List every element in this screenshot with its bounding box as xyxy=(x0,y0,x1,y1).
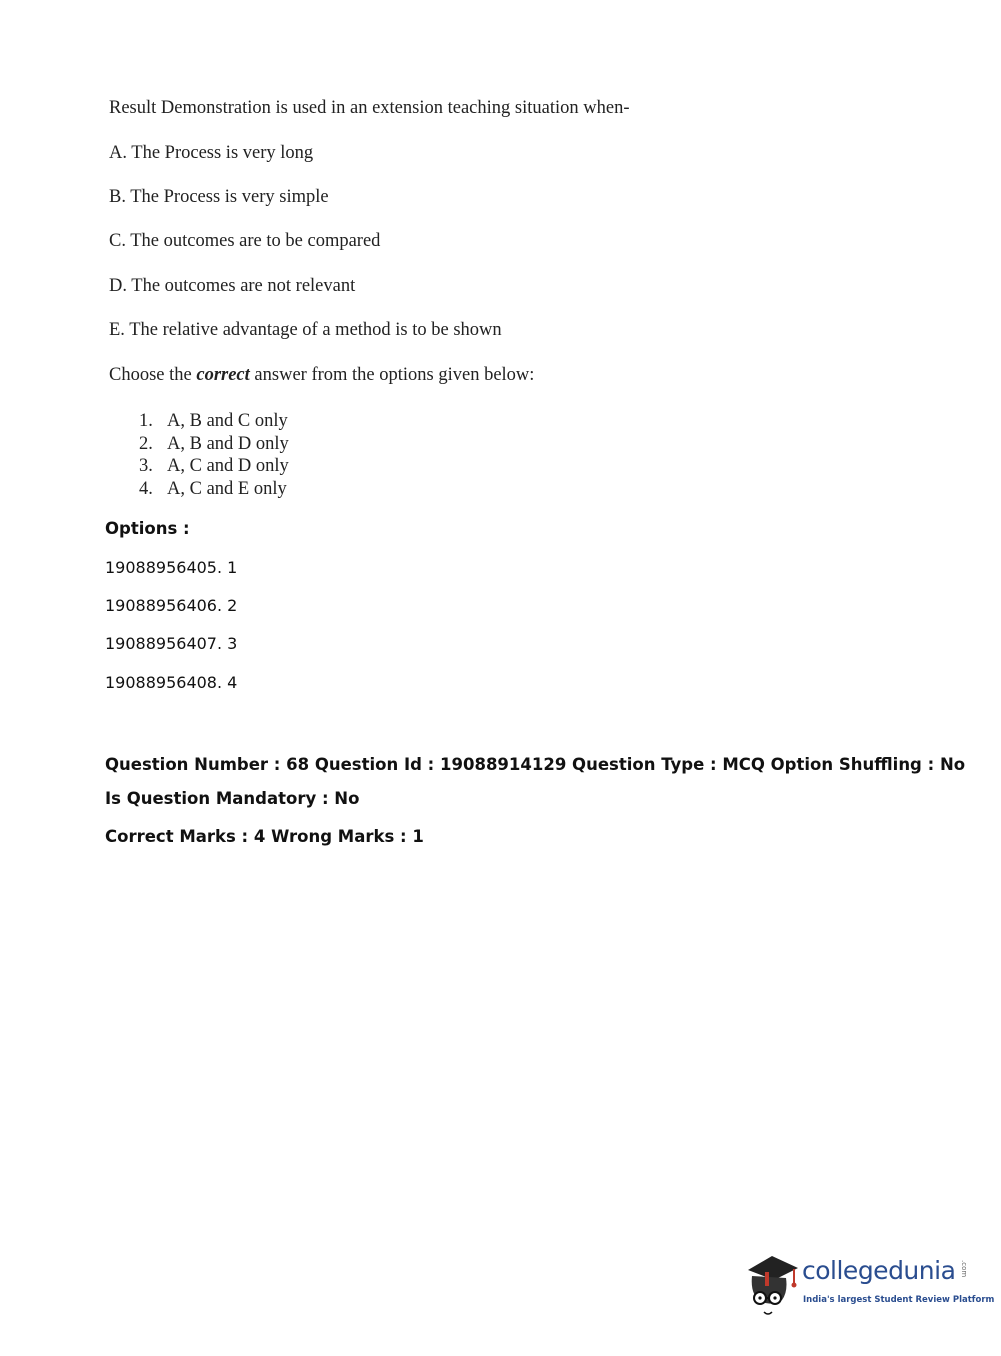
statement-b: B. The Process is very simple xyxy=(109,187,329,207)
logo-tagline: India's largest Student Review Platform xyxy=(803,1295,995,1305)
question-mandatory-line: Is Question Mandatory : No xyxy=(105,789,360,808)
answer-choice: 3. A, C and D only xyxy=(139,456,289,476)
question-marks-line: Correct Marks : 4 Wrong Marks : 1 xyxy=(105,827,424,846)
statement-d: D. The outcomes are not relevant xyxy=(109,276,356,296)
question-info-line: Question Number : 68 Question Id : 19088914129 Question Type : MCQ Option Shuffling : No xyxy=(105,755,966,774)
statement-c: C. The outcomes are to be compared xyxy=(109,231,381,251)
answer-choice: 1. A, B and C only xyxy=(139,411,288,431)
statement-e: E. The relative advantage of a method is to be shown xyxy=(109,320,502,340)
options-heading: Options : xyxy=(105,519,190,538)
logo-wordmark: collegedunia xyxy=(802,1256,956,1285)
answer-choice-list xyxy=(139,410,289,500)
collegedunia-logo xyxy=(742,1250,995,1322)
graduate-mascot-icon xyxy=(742,1250,802,1320)
option-item: 19088956406. 2 xyxy=(105,596,238,615)
statement-a: A. The Process is very long xyxy=(109,143,314,163)
logo-dotcom: .com xyxy=(960,1260,968,1278)
question-stem: Result Demonstration is used in an extension teaching situation when- xyxy=(109,98,630,118)
option-item: 19088956405. 1 xyxy=(105,558,238,577)
option-item: 19088956407. 3 xyxy=(105,634,238,653)
option-item: 19088956408. 4 xyxy=(105,673,238,692)
answer-choice: 2. A, B and D only xyxy=(139,433,289,454)
answer-choice: 4. A, C and E only xyxy=(139,478,287,499)
instruction: Choose the correct answer from the options given below: xyxy=(109,365,535,385)
